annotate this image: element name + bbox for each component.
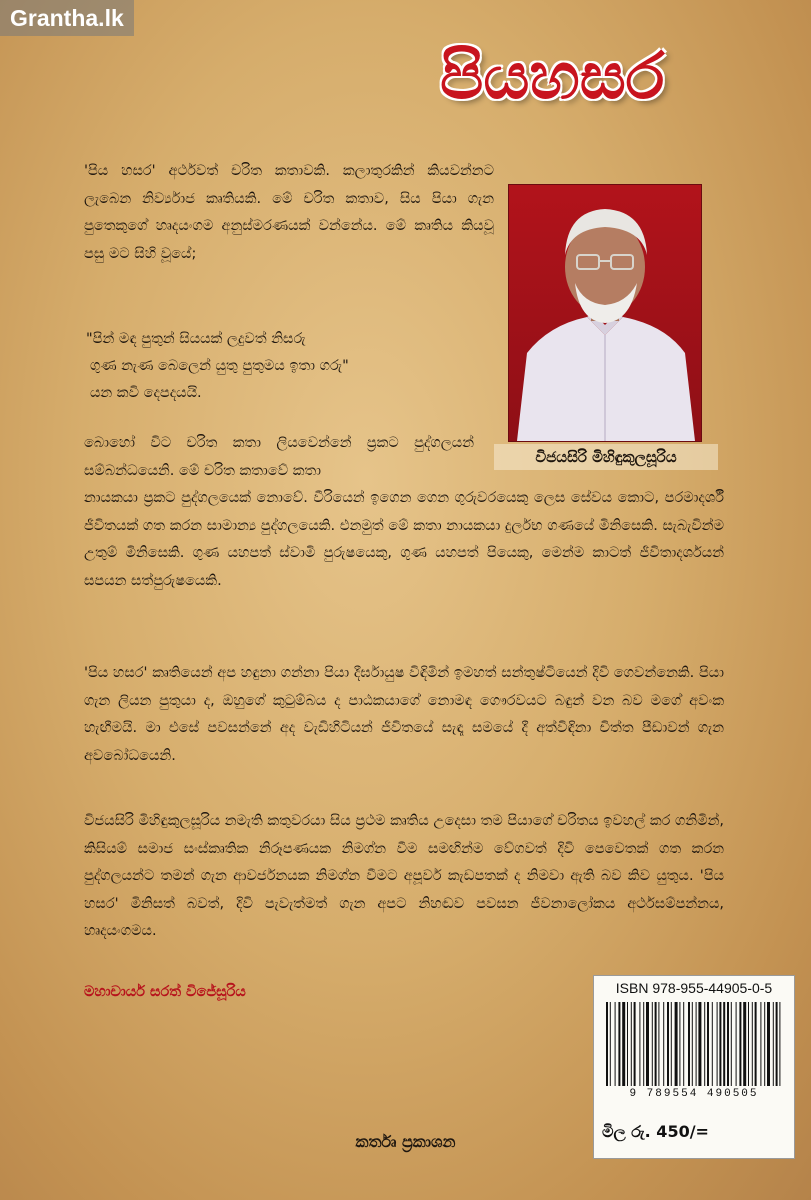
- price-tag: මිල රු. 450/=: [602, 1122, 709, 1141]
- barcode: [604, 1002, 784, 1086]
- site-watermark: Grantha.lk: [0, 0, 134, 36]
- photo-caption: විජයසිරි මිහිඳුකුලසූරිය: [494, 444, 718, 470]
- verse-line-1: "පින් මඳ පුතුන් සියයක් ලදුවත් නිසරු: [86, 331, 306, 347]
- paragraph-intro: 'පිය හසර' අර්ථවත් චරිත කතාවකි. කලාතුරකින් කියවන්නට ලැබෙන නිර්ව්‍යාජ කෘතියකි. මේ චරිත කතාව, සිය පියා ගැන පුතෙකුගේ හෘදයංගම අනුස්මරණයක් වන්නේය. මේ කෘතිය කියවූ පසු මට සිහි වූයේ;: [84, 163, 494, 262]
- paragraph-2-cont: නායකයා ප්‍රකට පුද්ගලයෙක් නොවේ. වීරියෙන් ඉගෙන ගෙන ගුරුවරයෙකු ලෙස සේවය කොට, පරමාදර්ශී ජීවිතයක් ගත කරන සාමාන්‍ය පුද්ගලයෙකි. එනමුත් මේ කතා නායකයා දුර්ලභ ගණයේ මිනිසෙකි. සැබැවින්ම උතුම් මිනිසෙකි. ගුණ යහපත් ස්වාමි පුරුෂයෙකු, ගුණ යහපත් පියෙකු, මෙන්ම කාටත් ජීවිතාදර්ශයන් සපයන සත්පුරුෂයෙකි.: [84, 490, 724, 589]
- paragraph-2-start: බොහෝ විට චරිත කතා ලියවෙන්නේ ප්‍රකට පුද්ගලයන් සම්බන්ධයෙනි. මේ චරිත කතාවේ කතා: [84, 435, 474, 479]
- paragraph-3: 'පිය හසර' කෘතියෙන් අප හඳුනා ගන්නා පියා දීර්ඝායුෂ විඳිමින් ඉමහත් සන්තුෂ්ටියෙන් දිවි ගෙවන්නෙකි. පියා ගැන ලියන පුතුයා ද, ඔහුගේ කුටුම්බය ද පාඨකයාගේ නොමඳ ගෞරවයට බඳුන් වන බව මගේ අවංක හැඟීමයි. මා එසේ පවසන්නේ අද වැඩිහිටියන් ජීවිතයේ සැඳෑ සමයේ දී අත්විඳිනා චිත්ත පීඩාවන් ගැන අවබෝධයෙනි.: [84, 665, 724, 764]
- verse-line-2: ගුණ නැණ බෙලෙන් යුතු පුතුමය ඉතා ගරු": [90, 358, 349, 374]
- barcode-digits: 9 789554 490505: [629, 1088, 759, 1100]
- paragraph-4: විජයසිරි මිහිඳුකුලසූරිය නමැති කතුවරයා සිය ප්‍රථම කෘතිය උදෙසා තම පියාගේ චරිතය ඉවහල් කර ගනිමින්, කිසියම් සමාජ සංස්කෘතික නිරූපණයක නිමග්න වීම සමඟින්ම වේගවත් දිවි පෙවෙතක් ගත කරන පුද්ගලයන්ට තමන් ගැන ආවර්ජනයක නිමග්න වීමට අපූර්ව කැඩපතක් ද නිමවා ඇති බව කිව යුතුය. 'පිය හසර' මිනිසත් බවත්, දිවි පැවැත්මත් ගැන අපට නිහඬව පවසන ජීවනාලෝකය අර්ථසම්පන්නය, හෘදයංගමය.: [84, 813, 724, 939]
- verse-line-3: යන කවි දෙපදයයි.: [90, 385, 202, 401]
- author-photo: [508, 184, 702, 442]
- isbn-number: ISBN 978-955-44905-0-5: [615, 980, 773, 996]
- book-title: පියහසර: [440, 40, 665, 114]
- publisher-name: කර්තෘ ප්‍රකාශන: [355, 1132, 456, 1151]
- verse-quote: [86, 326, 349, 407]
- author-credit: මහාචාර්ය සරත් විජේසූරිය: [84, 984, 246, 1000]
